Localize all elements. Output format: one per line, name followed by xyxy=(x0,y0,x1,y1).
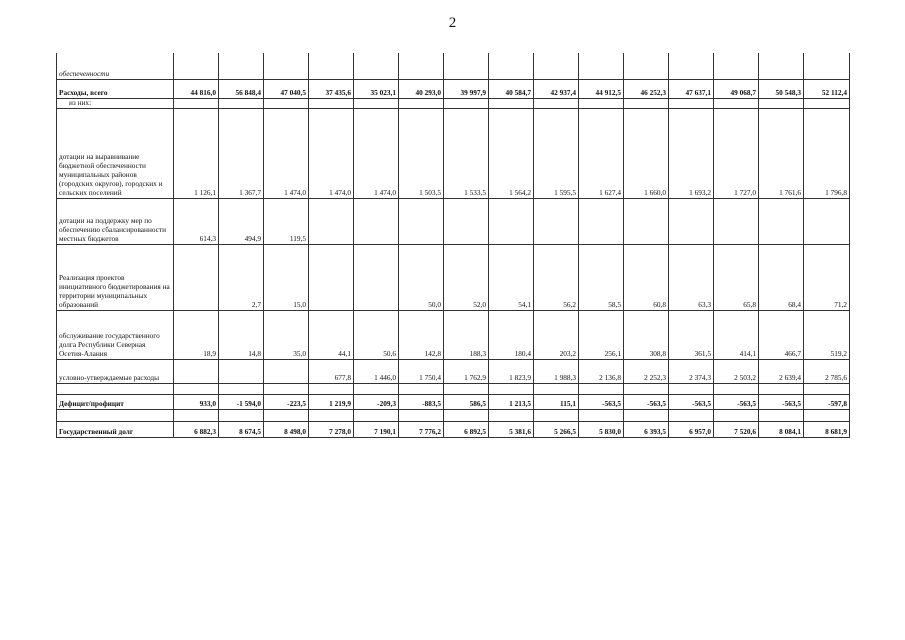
value-cell: 677,8 xyxy=(309,359,354,383)
empty-cell xyxy=(714,409,759,421)
empty-cell xyxy=(759,383,804,394)
row-of-which xyxy=(57,98,850,108)
value-cell: 39 997,9 xyxy=(444,79,489,98)
empty-cell xyxy=(219,409,264,421)
value-cell xyxy=(309,53,354,79)
value-cell: 47 040,5 xyxy=(264,79,309,98)
value-cell xyxy=(489,53,534,79)
value-cell xyxy=(174,53,219,79)
value-cell: 40 584,7 xyxy=(489,79,534,98)
value-cell xyxy=(579,53,624,79)
spacer-row xyxy=(57,409,850,421)
value-cell: -883,5 xyxy=(399,394,444,409)
value-cell: 5 381,6 xyxy=(489,421,534,437)
value-cell: 1 823,9 xyxy=(489,359,534,383)
value-cell: 8 681,9 xyxy=(804,421,850,437)
row-label: Дефицит/профицит xyxy=(57,394,174,409)
value-cell: 361,5 xyxy=(669,310,714,359)
value-cell xyxy=(489,198,534,244)
value-cell xyxy=(624,53,669,79)
value-cell: 7 520,6 xyxy=(714,421,759,437)
value-cell: 1 750,4 xyxy=(399,359,444,383)
value-cell xyxy=(669,53,714,79)
empty-cell xyxy=(624,383,669,394)
value-cell xyxy=(444,98,489,108)
value-cell: 44,1 xyxy=(309,310,354,359)
empty-cell xyxy=(264,409,309,421)
value-cell: 2 785,6 xyxy=(804,359,850,383)
value-cell: 1 446,0 xyxy=(354,359,399,383)
value-cell xyxy=(354,244,399,310)
value-cell xyxy=(624,98,669,108)
value-cell: 1 503,5 xyxy=(399,108,444,198)
value-cell: 586,5 xyxy=(444,394,489,409)
value-cell: 14,8 xyxy=(219,310,264,359)
value-cell: 1 627,4 xyxy=(579,108,624,198)
empty-cell xyxy=(444,409,489,421)
empty-cell xyxy=(174,383,219,394)
value-cell xyxy=(174,359,219,383)
value-cell: 1 474,0 xyxy=(354,108,399,198)
empty-cell xyxy=(354,409,399,421)
empty-cell xyxy=(219,383,264,394)
value-cell xyxy=(534,98,579,108)
page-number: 2 xyxy=(448,15,457,31)
value-cell: -1 594,0 xyxy=(219,394,264,409)
row-label: обеспеченности xyxy=(57,53,174,79)
value-cell xyxy=(804,198,850,244)
value-cell: 71,2 xyxy=(804,244,850,310)
value-cell xyxy=(174,244,219,310)
empty-cell xyxy=(804,409,850,421)
empty-cell xyxy=(759,409,804,421)
value-cell: 2 503,2 xyxy=(714,359,759,383)
value-cell xyxy=(714,98,759,108)
empty-cell xyxy=(579,383,624,394)
row-expenses xyxy=(57,79,850,98)
spacer-row xyxy=(57,383,850,394)
value-cell xyxy=(264,53,309,79)
value-cell xyxy=(624,198,669,244)
value-cell: 5 830,0 xyxy=(579,421,624,437)
value-cell: 519,2 xyxy=(804,310,850,359)
value-cell xyxy=(354,53,399,79)
value-cell: 466,7 xyxy=(759,310,804,359)
value-cell: 6 393,5 xyxy=(624,421,669,437)
value-cell: 58,5 xyxy=(579,244,624,310)
value-cell: 50,0 xyxy=(399,244,444,310)
value-cell: 15,0 xyxy=(264,244,309,310)
value-cell: 8 084,1 xyxy=(759,421,804,437)
value-cell xyxy=(444,198,489,244)
value-cell: 6 882,3 xyxy=(174,421,219,437)
value-cell: 1 219,9 xyxy=(309,394,354,409)
row-conditional-expenses xyxy=(57,359,850,383)
value-cell xyxy=(354,98,399,108)
empty-cell xyxy=(669,383,714,394)
row-state-debt xyxy=(57,421,850,437)
value-cell: 1 796,8 xyxy=(804,108,850,198)
value-cell: 6 892,5 xyxy=(444,421,489,437)
value-cell xyxy=(444,53,489,79)
value-cell: 63,3 xyxy=(669,244,714,310)
empty-cell xyxy=(399,409,444,421)
value-cell xyxy=(219,98,264,108)
value-cell: -563,5 xyxy=(624,394,669,409)
value-cell: -563,5 xyxy=(579,394,624,409)
value-cell: 1 474,0 xyxy=(264,108,309,198)
value-cell: -223,5 xyxy=(264,394,309,409)
empty-cell xyxy=(309,383,354,394)
value-cell: 1 213,5 xyxy=(489,394,534,409)
value-cell: 6 957,0 xyxy=(669,421,714,437)
value-cell: 2 374,3 xyxy=(669,359,714,383)
row-label: дотации на поддержку мер по обеспечению сбалансированности местных бюджетов xyxy=(57,198,174,244)
empty-cell xyxy=(714,383,759,394)
value-cell xyxy=(804,53,850,79)
value-cell: 37 435,6 xyxy=(309,79,354,98)
value-cell: 2,7 xyxy=(219,244,264,310)
value-cell: 614,3 xyxy=(174,198,219,244)
row-initiative-projects xyxy=(57,244,850,310)
value-cell: -209,3 xyxy=(354,394,399,409)
value-cell: 7 776,2 xyxy=(399,421,444,437)
budget-table xyxy=(56,53,850,438)
value-cell: 256,1 xyxy=(579,310,624,359)
value-cell: 52,0 xyxy=(444,244,489,310)
value-cell: 35 023,1 xyxy=(354,79,399,98)
empty-cell xyxy=(669,409,714,421)
value-cell: 115,1 xyxy=(534,394,579,409)
value-cell: 1 367,7 xyxy=(219,108,264,198)
value-cell: 2 252,3 xyxy=(624,359,669,383)
value-cell: 414,1 xyxy=(714,310,759,359)
value-cell: 49 068,7 xyxy=(714,79,759,98)
value-cell xyxy=(399,53,444,79)
value-cell: 1 761,6 xyxy=(759,108,804,198)
value-cell: 933,0 xyxy=(174,394,219,409)
value-cell: 203,2 xyxy=(534,310,579,359)
empty-cell xyxy=(489,409,534,421)
value-cell: 18,9 xyxy=(174,310,219,359)
value-cell: 47 637,1 xyxy=(669,79,714,98)
value-cell: 56,2 xyxy=(534,244,579,310)
empty-cell xyxy=(399,383,444,394)
value-cell xyxy=(759,198,804,244)
value-cell: 60,8 xyxy=(624,244,669,310)
value-cell xyxy=(309,98,354,108)
value-cell xyxy=(669,98,714,108)
value-cell: 44 912,5 xyxy=(579,79,624,98)
value-cell xyxy=(309,244,354,310)
value-cell: 1 660,0 xyxy=(624,108,669,198)
value-cell: 142,8 xyxy=(399,310,444,359)
empty-cell xyxy=(309,409,354,421)
empty-cell xyxy=(579,409,624,421)
value-cell: -563,5 xyxy=(714,394,759,409)
value-cell: 1 595,5 xyxy=(534,108,579,198)
value-cell: 2 639,4 xyxy=(759,359,804,383)
value-cell: 5 266,5 xyxy=(534,421,579,437)
row-label: из них: xyxy=(57,98,174,108)
value-cell: 8 674,5 xyxy=(219,421,264,437)
value-cell: 35,0 xyxy=(264,310,309,359)
value-cell: 42 937,4 xyxy=(534,79,579,98)
row-label: дотации на выравнивание бюджетной обеспеченности муниципальных районов (городских округов), городских и сельских поселений xyxy=(57,108,174,198)
value-cell xyxy=(219,359,264,383)
empty-cell xyxy=(57,409,174,421)
value-cell xyxy=(579,198,624,244)
value-cell xyxy=(714,53,759,79)
value-cell xyxy=(714,198,759,244)
value-cell xyxy=(669,198,714,244)
row-debt-service xyxy=(57,310,850,359)
value-cell: 494,9 xyxy=(219,198,264,244)
value-cell: 65,8 xyxy=(714,244,759,310)
value-cell xyxy=(534,198,579,244)
value-cell: -563,5 xyxy=(759,394,804,409)
empty-cell xyxy=(354,383,399,394)
value-cell: 1 693,2 xyxy=(669,108,714,198)
value-cell: 2 136,8 xyxy=(579,359,624,383)
value-cell: 308,8 xyxy=(624,310,669,359)
value-cell: 180,4 xyxy=(489,310,534,359)
value-cell: 1 988,3 xyxy=(534,359,579,383)
row-label: Реализация проектов инициативного бюджетирования на территории муниципальных образований xyxy=(57,244,174,310)
empty-cell xyxy=(174,409,219,421)
value-cell: 46 252,3 xyxy=(624,79,669,98)
empty-cell xyxy=(534,383,579,394)
empty-cell xyxy=(624,409,669,421)
empty-cell xyxy=(264,383,309,394)
value-cell xyxy=(534,53,579,79)
row-label: Государственный долг xyxy=(57,421,174,437)
value-cell xyxy=(759,53,804,79)
value-cell: 188,3 xyxy=(444,310,489,359)
value-cell xyxy=(264,359,309,383)
value-cell: 68,4 xyxy=(759,244,804,310)
value-cell xyxy=(804,98,850,108)
value-cell: 44 816,0 xyxy=(174,79,219,98)
value-cell: 1 533,5 xyxy=(444,108,489,198)
empty-cell xyxy=(489,383,534,394)
value-cell xyxy=(174,98,219,108)
value-cell: 52 112,4 xyxy=(804,79,850,98)
row-label: Расходы, всего xyxy=(57,79,174,98)
value-cell xyxy=(354,198,399,244)
value-cell: 50 548,3 xyxy=(759,79,804,98)
empty-cell xyxy=(804,383,850,394)
row-label: обслуживание государственного долга Республики Северная Осетия-Алания xyxy=(57,310,174,359)
value-cell: 40 293,0 xyxy=(399,79,444,98)
value-cell xyxy=(264,98,309,108)
value-cell xyxy=(399,98,444,108)
value-cell xyxy=(489,98,534,108)
empty-cell xyxy=(534,409,579,421)
value-cell xyxy=(759,98,804,108)
row-deficit xyxy=(57,394,850,409)
value-cell xyxy=(309,198,354,244)
row-security xyxy=(57,53,850,79)
value-cell: -597,8 xyxy=(804,394,850,409)
row-subsidies-equalization xyxy=(57,108,850,198)
value-cell: 56 848,4 xyxy=(219,79,264,98)
empty-cell xyxy=(57,383,174,394)
empty-cell xyxy=(444,383,489,394)
value-cell: 54,1 xyxy=(489,244,534,310)
value-cell: 1 762,9 xyxy=(444,359,489,383)
row-subsidies-balance xyxy=(57,198,850,244)
value-cell: 1 727,0 xyxy=(714,108,759,198)
value-cell: 8 498,0 xyxy=(264,421,309,437)
row-label: условно-утверждаемые расходы xyxy=(57,359,174,383)
value-cell: 1 126,1 xyxy=(174,108,219,198)
value-cell: 7 190,1 xyxy=(354,421,399,437)
value-cell: 1 474,0 xyxy=(309,108,354,198)
value-cell xyxy=(579,98,624,108)
value-cell: 119,5 xyxy=(264,198,309,244)
value-cell: 1 564,2 xyxy=(489,108,534,198)
value-cell xyxy=(219,53,264,79)
value-cell xyxy=(399,198,444,244)
value-cell: -563,5 xyxy=(669,394,714,409)
value-cell: 50,6 xyxy=(354,310,399,359)
value-cell: 7 278,0 xyxy=(309,421,354,437)
